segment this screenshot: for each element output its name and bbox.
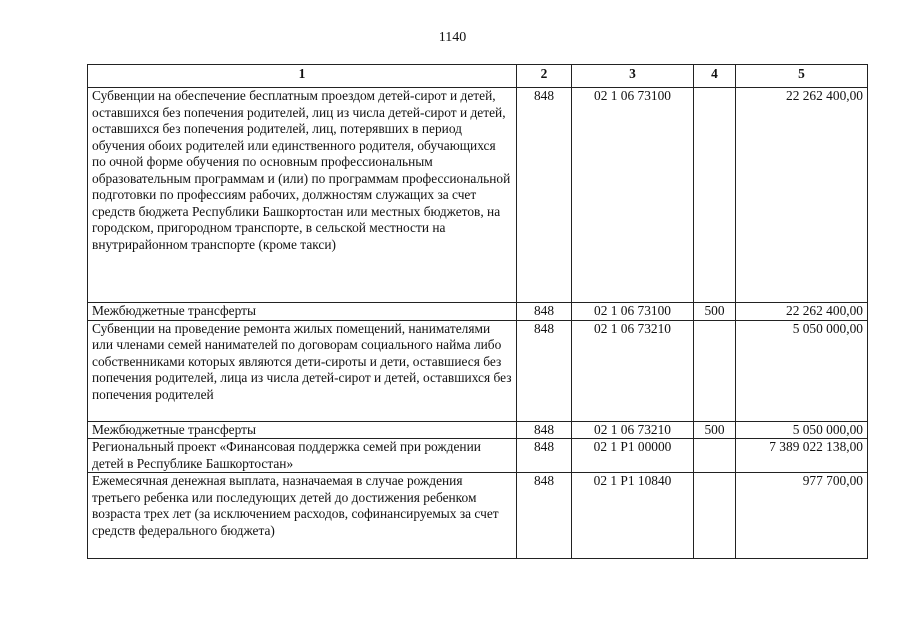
row-col2: 848 [517,439,572,473]
row-col2: 848 [517,421,572,439]
row-col5: 5 050 000,00 [736,320,868,421]
row-description: Субвенции на обеспечение бесплатным проездом детей-сирот и детей, оставшихся без попечения родителей, лиц из числа детей-сирот и детей, оставшихся без попечения родителей, лиц, потерявших в период обучения обоих родителей или единственного родителя, обучающихся по очной форме обучения по основным профессиональным образовательным программам и (или) по программам профессиональной подготовки по профессиям рабочих, должностям служащих за счет средств бюджета Республики Башкортостан или местных бюджетов, на городском, пригородном транспорте, в сельской местности на внутрирайонном транспорте (кроме такси) [88,88,517,303]
column-header-5: 5 [736,65,868,88]
row-col4 [694,88,736,303]
row-description: Ежемесячная денежная выплата, назначаемая в случае рождения третьего ребенка или последующих детей до достижения ребенком возраста трех лет (за исключением расходов, софинансируемых за счет средств федерального бюджета) [88,473,517,559]
table-header-row [88,65,868,88]
column-header-2: 2 [517,65,572,88]
row-col4: 500 [694,303,736,321]
budget-table [87,64,868,559]
table-row [88,421,868,439]
row-col2: 848 [517,320,572,421]
row-col3: 02 1 P1 10840 [572,473,694,559]
row-col3: 02 1 06 73100 [572,88,694,303]
table-row [88,439,868,473]
row-col5: 5 050 000,00 [736,421,868,439]
row-col5: 22 262 400,00 [736,303,868,321]
table-row [88,303,868,321]
table-row [88,473,868,559]
table-row [88,88,868,303]
row-description: Субвенции на проведение ремонта жилых помещений, нанимателями или членами семей нанимателей по договорам социального найма либо собственниками которых являются дети-сироты и дети, оставшиеся без попечения родителей, лица из числа детей-сирот и детей, оставшихся без попечения родителей [88,320,517,421]
row-col5: 7 389 022 138,00 [736,439,868,473]
row-col3: 02 1 06 73210 [572,320,694,421]
row-col3: 02 1 P1 00000 [572,439,694,473]
column-header-1: 1 [88,65,517,88]
row-col4 [694,473,736,559]
row-description: Межбюджетные трансферты [88,421,517,439]
row-description: Межбюджетные трансферты [88,303,517,321]
row-col4 [694,320,736,421]
row-col2: 848 [517,88,572,303]
row-col2: 848 [517,303,572,321]
column-header-4: 4 [694,65,736,88]
row-col3: 02 1 06 73100 [572,303,694,321]
page-number: 1140 [438,30,467,45]
row-col5: 977 700,00 [736,473,868,559]
row-col2: 848 [517,473,572,559]
row-col4: 500 [694,421,736,439]
table-row [88,320,868,421]
row-description: Региональный проект «Финансовая поддержка семей при рождении детей в Республике Башкортостан» [88,439,517,473]
row-col4 [694,439,736,473]
column-header-3: 3 [572,65,694,88]
row-col3: 02 1 06 73210 [572,421,694,439]
row-col5: 22 262 400,00 [736,88,868,303]
